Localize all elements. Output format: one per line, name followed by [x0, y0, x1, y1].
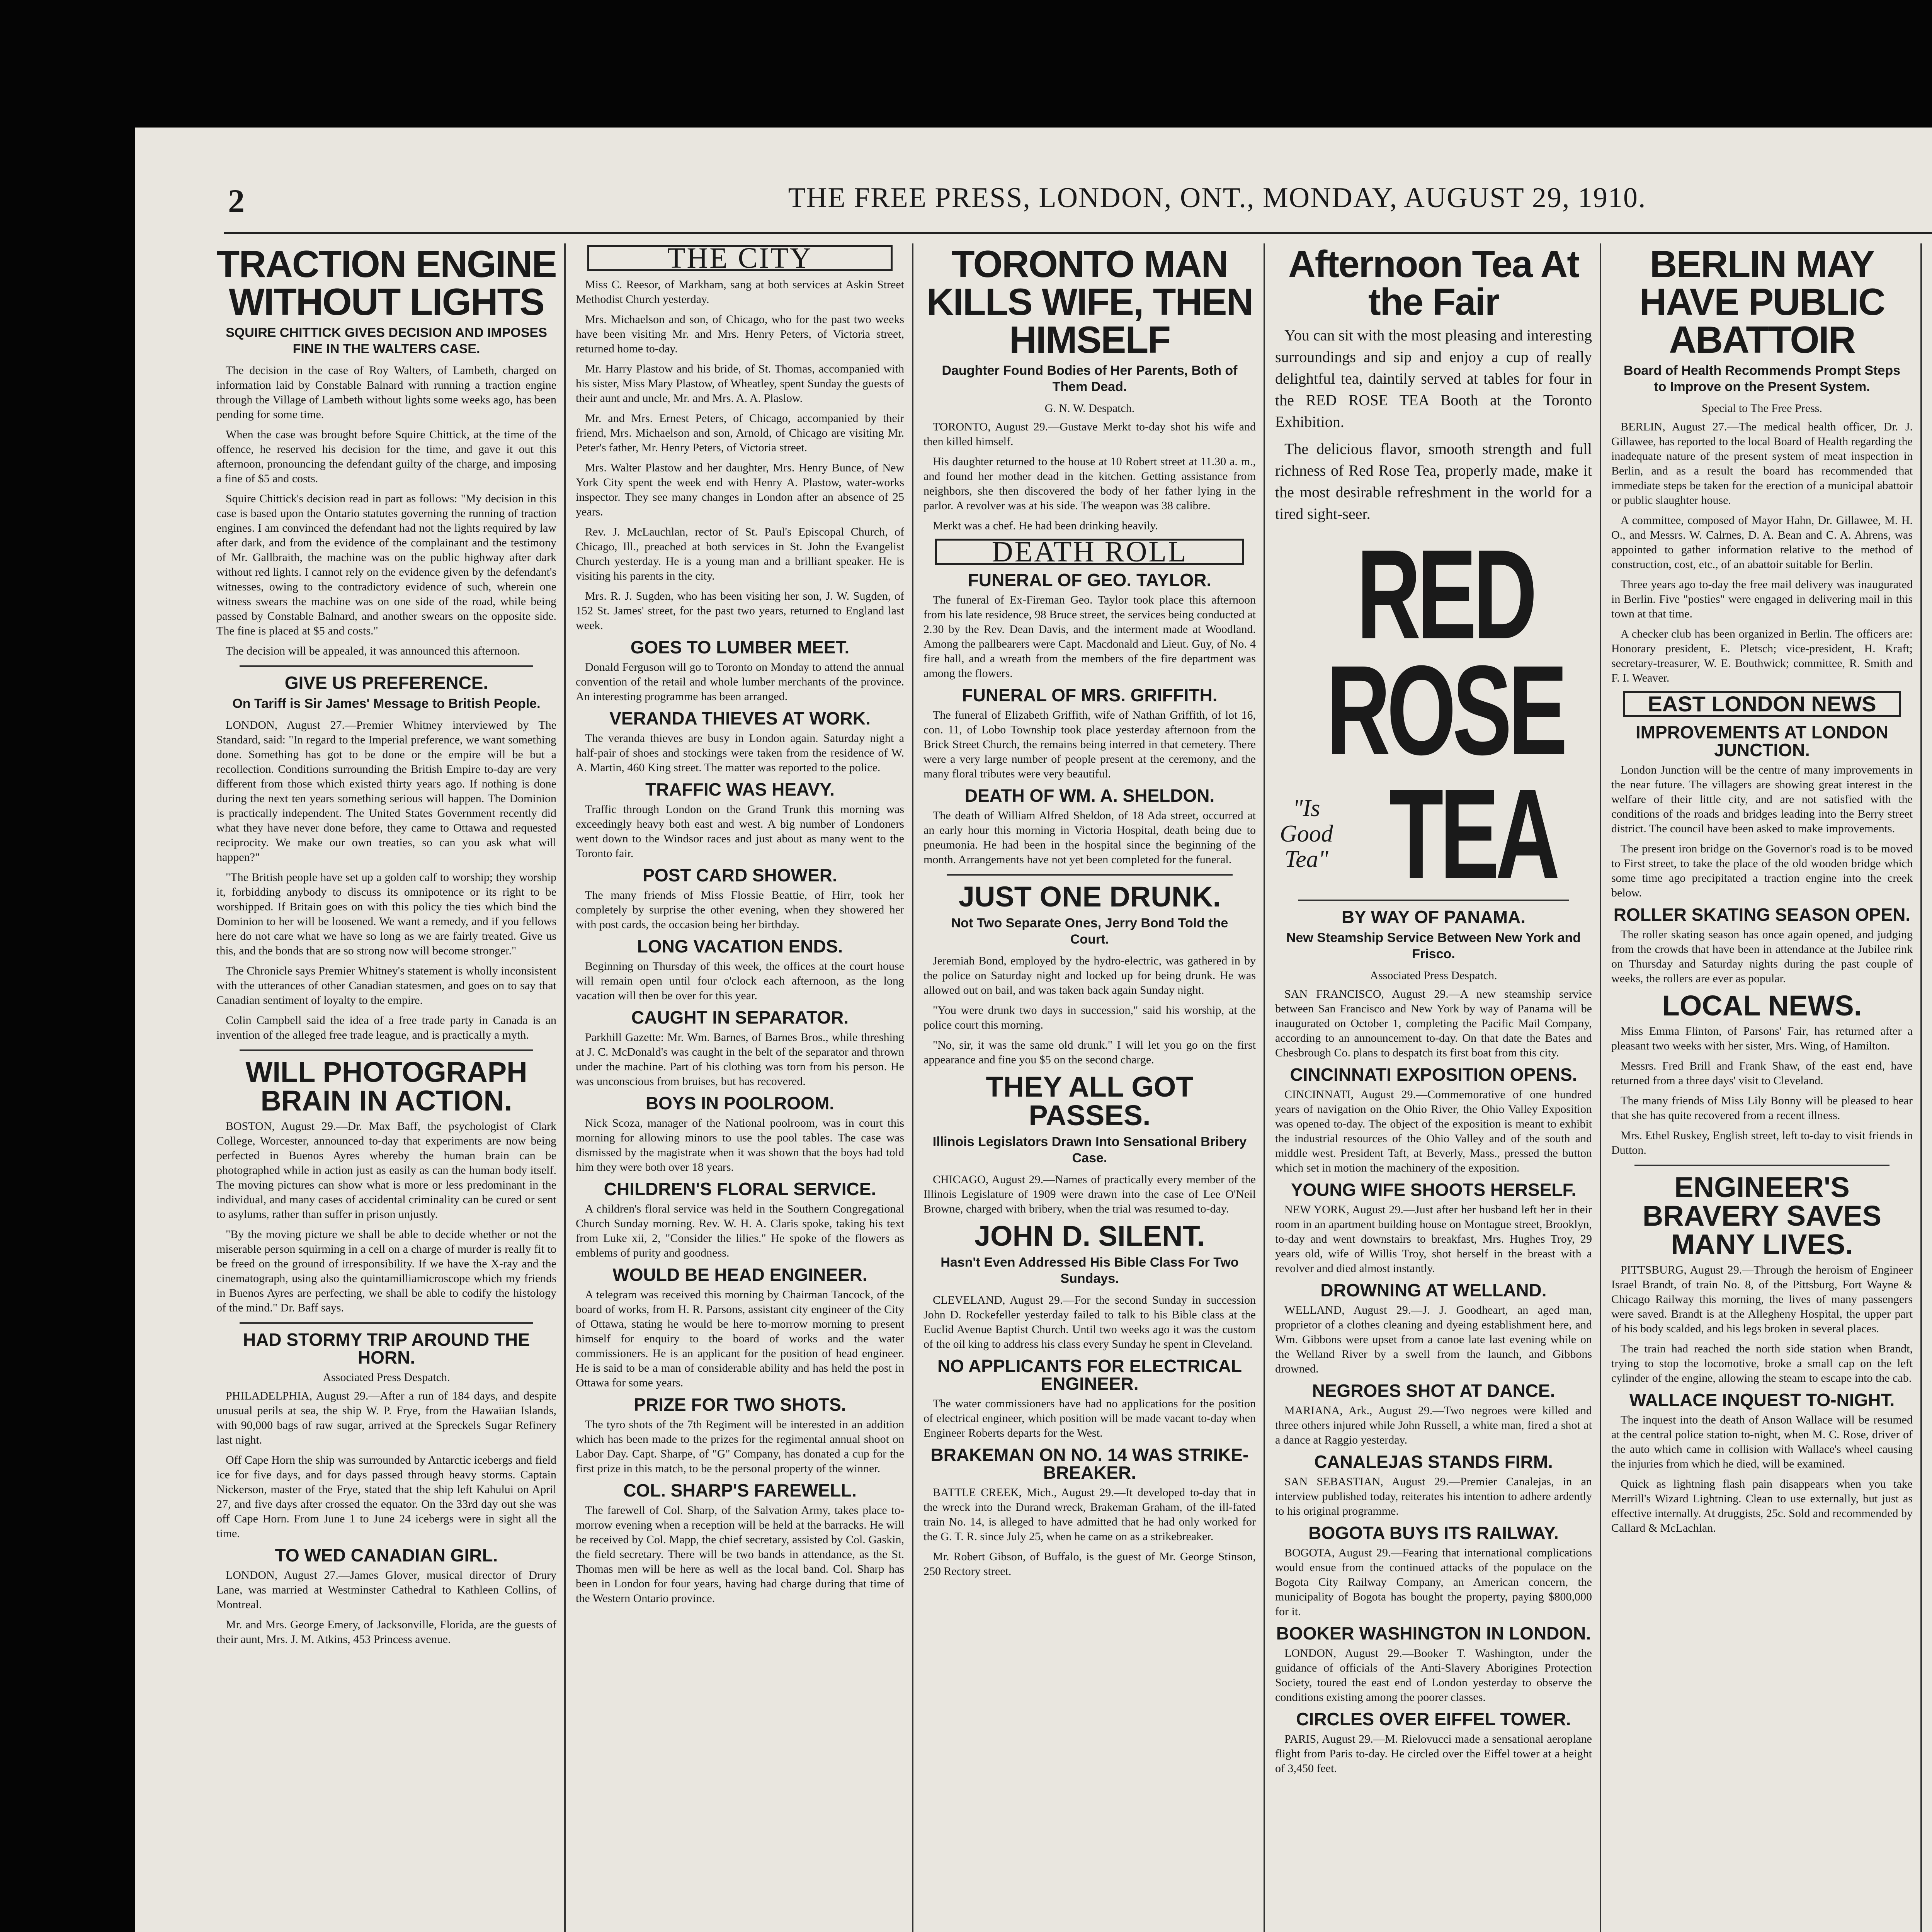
subhead: Daughter Found Bodies of Her Parents, Both of Them Dead. [942, 363, 1238, 394]
headline-afternoon-tea: Afternoon Tea At the Fair [1288, 243, 1579, 323]
paragraph: LONDON, August 27.—James Glover, musical director of Drury Lane, was married at Westminster Cathedral to Kathleen Collins, of Montreal. [216, 1569, 556, 1611]
headline-canadian-girl: TO WED CANADIAN GIRL. [275, 1545, 498, 1565]
section-title-the-city: THE CITY [587, 245, 893, 271]
divider [1634, 1165, 1889, 1166]
headline-photograph-brain: WILL PHOTOGRAPH BRAIN IN ACTION. [245, 1056, 527, 1117]
paragraph: Colin Campbell said the idea of a free trade party in Canada is an invention of the alleged free trade league, and is practically a myth. [216, 1014, 556, 1041]
paragraph: Jeremiah Bond, employed by the hydro-electric, was gathered in by the police on Saturday night and locked up for being drunk. He was allowed out on bail, and was taken back again Sunday night. [923, 954, 1256, 997]
paragraph: A checker club has been organized in Berlin. The officers are: Honorary president, E. Pletsch; vice-president, H. Kraft; secretary-treasurer, W. E. Bouthwick; committee, R. Smith and F. I. Weaver. [1611, 628, 1913, 684]
paragraph: The funeral of Ex-Fireman Geo. Taylor took place this afternoon from his late residence, 98 Bruce street, the services being conducted at 2.30 by the Rev. Dean Davis, and the interment made at Woodland. Among the pallbearers were Capt. Macdonald and Lieut. Guy, of No. 4 fire hall, and a wreath from the members of the fire department was among the flowers. [923, 594, 1256, 680]
paragraph: BOGOTA, August 29.—Fearing that international complications would ensue from the continued attacks of the populace on the Bogota City Railway Company, an American concern, the municipality of Bogota has bought the property, paying $800,000 for it. [1275, 1546, 1592, 1618]
column-rule [912, 243, 913, 1932]
paragraph: LONDON, August 29.—Booker T. Washington, under the guidance of officials of the Anti-Slavery Aborigines Protection Society, toured the east end of London yesterday to observe the conditions existing among the poorer classes. [1275, 1647, 1592, 1704]
subhead: Hasn't Even Addressed His Bible Class For Two Sundays. [940, 1255, 1239, 1286]
paragraph: BERLIN, August 27.—The medical health officer, Dr. J. Gillawee, has reported to the local Board of Health regarding the inadequate nature of the present system of meat inspection in Berlin, and as a result the board has recommended that immediate steps be taken for the erection of a municipal abattoir or public slaughter house. [1611, 420, 1913, 507]
brand-red-rose: RED ROSE [1326, 523, 1564, 781]
red-rose-logo [1275, 523, 1592, 781]
divider [240, 1322, 533, 1324]
paragraph: Three years ago to-day the free mail delivery was inaugurated in Berlin. Five "posties" were engaged in delivering mail in this town at that time. [1611, 578, 1913, 620]
headline-traction-engine: TRACTION ENGINE WITHOUT LIGHTS [216, 243, 556, 323]
paragraph: The roller skating season has once again opened, and judging from the crowds that have been in attendance at the Jubilee rink on Thursday and Saturday nights during the past couple of weeks, the rollers are ever as popular. [1611, 928, 1913, 985]
headline: PRIZE FOR TWO SHOTS. [634, 1395, 846, 1415]
paragraph: The present iron bridge on the Governor's road is to be moved to First street, to take the place of the old wooden bridge which some time ago precipitated a traction engine into the creek below. [1611, 842, 1913, 899]
paragraph: Mrs. Walter Plastow and her daughter, Mrs. Henry Bunce, of New York City spent the week end with Henry A. Plastow, water-works inspector. They see many changes in London after an absence of 25 years. [576, 461, 904, 518]
paragraph: The veranda thieves are busy in London again. Saturday night a half-pair of shoes and stockings were taken from the residence of W. A. Martin, 460 King street. The matter was reported to the police. [576, 732, 904, 774]
paragraph: Mrs. Ethel Ruskey, English street, left to-day to visit friends in Dutton. [1611, 1129, 1913, 1156]
column-rule [564, 243, 566, 1932]
headline: FUNERAL OF MRS. GRIFFITH. [962, 685, 1218, 705]
red-rose-tagline [1275, 762, 1592, 905]
divider [240, 1049, 533, 1051]
headline: IMPROVEMENTS AT LONDON JUNCTION. [1635, 722, 1889, 760]
paragraph: Donald Ferguson will go to Toronto on Monday to attend the annual convention of the retail and whole lumber merchants of the province. An interesting programme has been arranged. [576, 661, 904, 703]
paragraph: Messrs. Fred Brill and Frank Shaw, of the east end, have returned from a three days' visit to Cleveland. [1611, 1060, 1913, 1087]
paragraph: WELLAND, August 29.—J. J. Goodheart, an aged man, proprietor of a clothes cleaning and dyeing establishment here, and Wm. Gibbons were upset from a canoe late last evening while on the Welland River by a swell from the launch, and Gibbons drowned. [1275, 1304, 1592, 1375]
paragraph: The delicious flavor, smooth strength and full richness of Red Rose Tea, properly made, make it the most desirable refreshment in the world for a tired sight-seer. [1275, 440, 1592, 522]
paragraph: SAN SEBASTIAN, August 29.—Premier Canalejas, in an interview published today, reiterates his intention to adhere ardently to his original programme. [1275, 1475, 1592, 1517]
tagline: "Is Good Tea" [1280, 795, 1333, 872]
paragraph: Traffic through London on the Grand Trunk this morning was exceedingly heavy both east and west. A big number of Londoners went down to the Windsor races and just about as many went to the Toronto fair. [576, 803, 904, 860]
paragraph: The train had reached the north side station when Brandt, trying to stop the locomotive, broke a small cap on the left cylinder of the engine, allowing the steam to escape into the cab. [1611, 1342, 1913, 1384]
paragraph: London Junction will be the centre of many improvements in the near future. The villagers are showing great interest in the welfare of their little city, and are not satisfied with the conditions of the roads and bridges leading into the Berry street district. The council have been asked to make improvements. [1611, 764, 1913, 835]
headline: COL. SHARP'S FAREWELL. [623, 1480, 857, 1500]
brand-tea: TEA [1389, 762, 1556, 905]
headline-toronto-man: TORONTO MAN KILLS WIFE, THEN HIMSELF [926, 243, 1253, 361]
headline-panama: BY WAY OF PANAMA. [1341, 907, 1526, 927]
headline-engineer-bravery: ENGINEER'S BRAVERY SAVES MANY LIVES. [1642, 1171, 1882, 1260]
paragraph: MARIANA, Ark., August 29.—Two negroes were killed and three others injured while John Russell, a white man, fired a shot at a dance at Raggio yesterday. [1275, 1404, 1592, 1446]
paragraph: The Chronicle says Premier Whitney's statement is wholly inconsistent with the utterances of other Canadian statesmen, and goes on to say that Canadian sentiment of loyalty to the empire. [216, 964, 556, 1007]
paragraph: Rev. J. McLauchlan, rector of St. Paul's Episcopal Church, of Chicago, Ill., preached at both services in St. John the Evangelist Church yesterday. He is a young man and a brilliant speaker. He is visiting his parents in the city. [576, 526, 904, 582]
headline: NEGROES SHOT AT DANCE. [1312, 1381, 1555, 1401]
paragraph: Miss Emma Flinton, of Parsons' Fair, has returned after a pleasant two weeks with her sister, Mrs. Wing, of Hamilton. [1611, 1025, 1913, 1052]
headline: CINCINNATI EXPOSITION OPENS. [1290, 1065, 1577, 1085]
column-5 [1611, 240, 1913, 1932]
subhead: On Tariff is Sir James' Message to British People. [232, 696, 541, 711]
paragraph: Squire Chittick's decision read in part as follows: "My decision in this case is based upon the Ontario statutes governing the running of traction engines. I am convinced the defendant had not the lights required by law after dark, and from the evidence of the complainant and the testimony of Mr. Gallbraith, the machine was on the public highway after dark without red lights. I cannot rely on the evidence given by the defendant's witnesses, owing to the contradictory evidence of such, wherein one witness swears the machine was on one side of the road, while being passed by Constable Balnard, and another swears on the opposite side. The fine is placed at $5 and costs." [216, 492, 556, 637]
column-3 [923, 240, 1256, 1932]
paragraph: The water commissioners have had no applications for the position of electrical engineer, which position will be made vacant to-day when Engineer Roberts departs for the West. [923, 1397, 1256, 1439]
paragraph: The funeral of Elizabeth Griffith, wife of Nathan Griffith, of lot 16, con. 11, of Lobo Township took place yesterday afternoon from the Brick Street Church, the remains being interred in that cemetery. There were a very large number of people present at the ceremony, and the many floral tributes were very beautiful. [923, 709, 1256, 780]
headline-john-d: JOHN D. SILENT. [974, 1220, 1205, 1252]
paragraph: Mrs. R. J. Sugden, who has been visiting her son, J. W. Sugden, of 152 St. James' street, for the past two years, returned to England last week. [576, 590, 904, 632]
paragraph: Mrs. Michaelson and son, of Chicago, who for the past two weeks have been visiting Mr. and Mrs. Henry Peters, of Victoria street, returned home to-day. [576, 313, 904, 355]
paragraph: When the case was brought before Squire Chittick, at the time of the offence, he reserved his decision for the time, and gave it out this afternoon, pronouncing the defendant guilty of the charge, and imposing a fine of $5 and costs. [216, 428, 556, 485]
paragraph: The tyro shots of the 7th Regiment will be interested in an addition which has been made to the prizes for the regimental annual shoot on Labor Day. Capt. Sharpe, of "G" Company, has donated a cup for the first prize in this match, to be the personal property of the winner. [576, 1418, 904, 1475]
column-1 [216, 240, 556, 1932]
paragraph: PARIS, August 29.—M. Rielovucci made a sensational aeroplane flight from Paris to-day. He circled over the Eiffel tower at a height of 3,450 feet. [1275, 1733, 1592, 1775]
headline: WALLACE INQUEST TO-NIGHT. [1629, 1390, 1895, 1410]
paragraph: His daughter returned to the house at 10 Robert street at 11.30 a. m., and found her mother dead in the kitchen. Getting assistance from neighbors, she then discovered the body of her father lying in the parlor. A revolver was at his side. The weapon was 38 calibre. [923, 455, 1256, 512]
paragraph: CHICAGO, August 29.—Names of practically every member of the Illinois Legislature of 1909 were drawn into the case of Lee O'Neil Browne, charged with bribery, when the trial was resumed to-day. [923, 1173, 1256, 1215]
subhead: Board of Health Recommends Prompt Steps to Improve on the Present System. [1623, 363, 1900, 394]
headline-berlin-abattoir: BERLIN MAY HAVE PUBLIC ABATTOIR [1639, 243, 1885, 361]
headline: BOYS IN POOLROOM. [645, 1093, 835, 1113]
paragraph: Nick Scoza, manager of the National poolroom, was in court this morning for allowing minors to use the pool tables. The case was dismissed by the magistrate when it was shown that the boys had told him they were both over 18 years. [576, 1117, 904, 1173]
column-2 [576, 240, 904, 1932]
subhead: New Steamship Service Between New York and Frisco. [1286, 930, 1581, 961]
paragraph: The decision will be appealed, it was announced this afternoon. [226, 645, 520, 657]
credit-line: Special to The Free Press. [1702, 402, 1822, 415]
headline-local-news: LOCAL NEWS. [1662, 990, 1862, 1022]
paragraph: SAN FRANCISCO, August 29.—A new steamship service between San Francisco and New York by way of Panama will be inaugurated on October 1, completing the Pacific Mail Company, according to an announcement to-day. On that date the Bates and Chesbrough Co. plans to despatch its first boat from this city. [1275, 988, 1592, 1059]
paragraph: "By the moving picture we shall be able to decide whether or not the miserable person squirming in a cell on a charge of murder is really fit to be freed on the ground of irresponsibility. If we have the X-ray and the cinematograph, using also the quintamilliamicroscope which my friends in Buenos Ayres are perfecting, we shall be able to codify the histology of the mind." Dr. Baff says. [216, 1228, 556, 1314]
section-title-death-roll: DEATH ROLL [935, 539, 1244, 565]
paragraph: Mr. Robert Gibson, of Buffalo, is the guest of Mr. George Stinson, 250 Rectory street. [923, 1550, 1256, 1578]
headline: CANALEJAS STANDS FIRM. [1314, 1452, 1553, 1472]
newspaper-page [135, 128, 1932, 1932]
headline-passes: THEY ALL GOT PASSES. [986, 1071, 1194, 1131]
subhead: SQUIRE CHITTICK GIVES DECISION AND IMPOSES FINE IN THE WALTERS CASE. [226, 325, 547, 356]
paragraph: Quick as lightning flash pain disappears when you take Merrill's Wizard Lightning. Clean to use externally, but just as effective internally. At druggists, 25c. Sold and recommended by Callard & McLachlan. [1611, 1478, 1913, 1534]
headline-stormy-trip: HAD STORMY TRIP AROUND THE HORN. [243, 1330, 530, 1367]
paragraph: A committee, composed of Mayor Hahn, Dr. Gillawee, M. H. O., and Messrs. W. Calrnes, D. A. Bean and C. A. Ahrens, was appointed to gather information relative to the method of construction, cost, etc., of an abattoir suitable for Berlin. [1611, 514, 1913, 571]
headline: CIRCLES OVER EIFFEL TOWER. [1296, 1709, 1571, 1729]
paragraph: The farewell of Col. Sharp, of the Salvation Army, takes place to-morrow evening when a reception will be held at the barracks. He will be received by Col. Mapp, the chief secretary, assisted by Col. Gaskin, the field secretary. There will be two bands in attendance, as the St. Thomas men will be here as well as the local band. Col. Sharp has been in London for four years, having had charge during that time of the Western Ontario province. [576, 1504, 904, 1605]
paragraph: The decision in the case of Roy Walters, of Lambeth, charged on information laid by Constable Balnard with running a traction engine through the Village of Lambeth without lights some weeks ago, has been pending for some time. [216, 364, 556, 421]
paragraph: "No, sir, it was the same old drunk." I will let you go on the first appearance and fine you $5 on the second charge. [923, 1039, 1256, 1066]
headline: DEATH OF WM. A. SHELDON. [964, 786, 1215, 806]
masthead-rule [224, 232, 1932, 234]
paragraph: NEW YORK, August 29.—Just after her husband left her in their room in an apartment building house on Montague street, Brooklyn, to-day and went downstairs to breakfast, Mrs. Hughes Troy, 29 years old, wife of Willis Troy, shot herself in the breast with a revolver and died almost instantly. [1275, 1203, 1592, 1275]
paragraph: LONDON, August 27.—Premier Whitney interviewed by The Standard, said: "In regard to the Imperial preference, we want something done. Something has got to be done or the empire will be but a recollection. Conditions surrounding the British Empire to-day are very different from those which existed thirty years ago. If nothing is done during the next ten years something serious will happen. The Dominion is practically independent. The United States Government recently did what they have never done before, they came to Ottawa and requested reciprocity. We make our own treaties, so can you ask what will happen?" [216, 719, 556, 864]
divider [947, 874, 1233, 876]
section-title-east-london-news: EAST LONDON NEWS [1623, 691, 1901, 717]
credit-line: Associated Press Despatch. [1370, 969, 1497, 982]
paragraph: A children's floral service was held in the Southern Congregational Church Sunday morning. Rev. W. H. A. Claris spoke, taking his text from Luke xii, 2, "Consider the lilies." He spoke of the flowers as emblems of purity and goodness. [576, 1202, 904, 1259]
paragraph: PITTSBURG, August 29.—Through the heroism of Engineer Israel Brandt, of train No. 8, of the Pittsburg, Fort Wayne & Chicago Railway this morning, the lives of many passengers were saved. Brandt is at the Allegheny Hospital, the upper part of his body scalded, and his legs broken in several places. [1611, 1264, 1913, 1335]
paragraph: CINCINNATI, August 29.—Commemorative of one hundred years of navigation on the Ohio River, the Ohio Valley Exposition was opened to-day. The object of the exposition is meant to exhibit the industrial resources of the Ohio Valley and of the south and middle west. President Taft, at Beverly, Mass., pressed the button which set in motion the machinery of the exposition. [1275, 1088, 1592, 1174]
paragraph: Off Cape Horn the ship was surrounded by Antarctic icebergs and field ice for five days, and for days passed through heavy storms. Captain Nickerson, master of the Frye, stated that the ship left Kahului on April 27, and five days after crossed the equator. On the 33rd day out she was off Cape Horn. From June 1 to June 24 icebergs were in sight all the time. [216, 1454, 556, 1540]
headline: LONG VACATION ENDS. [637, 936, 843, 956]
headline-preference: GIVE US PREFERENCE. [284, 673, 488, 693]
credit-line: G. N. W. Despatch. [1044, 402, 1135, 415]
paragraph: The many friends of Miss Lily Bonny will be pleased to hear that she has quite recovered from a recent illness. [1611, 1094, 1913, 1122]
subhead: Illinois Legislators Drawn Into Sensational Bribery Case. [932, 1134, 1247, 1165]
masthead [135, 182, 1932, 219]
paragraph: "You were drunk two days in succession," said his worship, at the police court this morning. [923, 1004, 1256, 1031]
credit-line: Associated Press Despatch. [323, 1371, 450, 1384]
headline: BRAKEMAN ON NO. 14 WAS STRIKE-BREAKER. [930, 1445, 1249, 1483]
paragraph: BOSTON, August 29.—Dr. Max Baff, the psychologist of Clark College, Worcester, announced to-day that experiments are now being perfected in Buenos Ayres whereby the human brain can be photographed while in action just as easily as can the human body itself. The moving pictures can show what is more or less predominant in the individual, and many cases of accidental criminality can be cured or sent to asylums, rather than suffer in prison unjustly. [216, 1120, 556, 1221]
paragraph: "The British people have set up a golden calf to worship; they worship it, forbidding anybody to discuss its omnipotence or its right to be worshipped. If Britain goes on with this policy the ties which bind the Dominion to her will be loosened. We want a remedy, and if you fellows here do not care what we have so long as we are fairly treated. Give us this, and the bonds that are so strong now will become stronger." [216, 871, 556, 957]
headline: TRAFFIC WAS HEAVY. [645, 779, 835, 799]
headline: DROWNING AT WELLAND. [1320, 1280, 1547, 1300]
paragraph: PHILADELPHIA, August 29.—After a run of 184 days, and despite unusual perils at sea, the ship W. P. Frye, from the Hawaiian Islands, with 90,000 bags of raw sugar, arrived at the Spreckels Sugar Refinery last night. [216, 1389, 556, 1446]
paragraph: TORONTO, August 29.—Gustave Merkt to-day shot his wife and then killed himself. [923, 420, 1256, 448]
paragraph: Miss C. Reesor, of Markham, sang at both services at Askin Street Methodist Church yesterday. [576, 278, 904, 306]
paragraph: BATTLE CREEK, Mich., August 29.—It developed to-day that in the wreck into the Durand wreck, Brakeman Graham, of the ill-fated train No. 14, is alleged to have admitted that he had only worked for the G. T. R. since July 25, when he came on as a strikebreaker. [923, 1486, 1256, 1543]
paragraph: CLEVELAND, August 29.—For the second Sunday in succession John D. Rockefeller yesterday failed to talk to his Bible class at the Euclid Avenue Baptist Church. Until two weeks ago it was the custom of the oil king to address his class every Sunday he spent in Cleveland. [923, 1294, 1256, 1350]
headline: VERANDA THIEVES AT WORK. [609, 708, 871, 728]
subhead: Not Two Separate Ones, Jerry Bond Told the Court. [951, 916, 1228, 947]
column-rule [1600, 243, 1601, 1932]
column-4 [1275, 240, 1592, 1932]
paragraph: Mr. and Mrs. George Emery, of Jacksonville, Florida, are the guests of their aunt, Mrs. J. M. Atkins, 453 Princess avenue. [216, 1618, 556, 1646]
paragraph: Beginning on Thursday of this week, the offices at the court house will remain open until four o'clock each afternoon, as the long vacation will then be over for this year. [576, 960, 904, 1002]
headline: POST CARD SHOWER. [643, 865, 837, 885]
paragraph: A telegram was received this morning by Chairman Tancock, of the board of works, from H. R. Parsons, assistant city engineer of the City of Ottawa, stating he would be here to-morrow morning to present himself for enquiry to the board of works and the water commissioners. He is an applicant for the position of head engineer. He is said to be a man of considerable ability and has held the post in Ottawa for some years. [576, 1288, 904, 1389]
paragraph: Merkt was a chef. He had been drinking heavily. [933, 519, 1158, 532]
page-number: 2 [228, 182, 245, 219]
headline: CHILDREN'S FLORAL SERVICE. [604, 1179, 876, 1199]
headline: ROLLER SKATING SEASON OPEN. [1613, 905, 1911, 925]
divider [240, 665, 533, 667]
paragraph: Mr. Harry Plastow and his bride, of St. Thomas, accompanied with his sister, Miss Mary Plastow, of Wheatley, spent Sunday the guests of their aunt and uncle, Mr. and Mrs. A. A. Plaslow. [576, 362, 904, 405]
headline: GOES TO LUMBER MEET. [630, 637, 850, 657]
column-rule [1264, 243, 1265, 1932]
paragraph: Parkhill Gazette: Mr. Wm. Barnes, of Barnes Bros., while threshing at J. C. McDonald's was caught in the belt of the separator and thrown under the machine. Part of his clothing was torn from his person. He was unconscious from bruises, but has recovered. [576, 1031, 904, 1088]
paragraph: The inquest into the death of Anson Wallace will be resumed at the central police station to-night, when M. C. Rose, driver of the auto which came in collision with Wallace's wheel causing the injuries from which he died, will be examined. [1611, 1413, 1913, 1470]
headline: CAUGHT IN SEPARATOR. [631, 1007, 849, 1027]
paragraph: The many friends of Miss Flossie Beattie, of Hirr, took her completely by surprise the other evening, when they showered her with post cards, the occasion being her birthday. [576, 889, 904, 931]
paragraph: You can sit with the most pleasing and interesting surroundings and sip and enjoy a cup of really delightful tea, daintily served at tables for four in the RED ROSE TEA Booth at the Toronto Exhibition. [1275, 327, 1592, 430]
masthead-title: THE FREE PRESS, LONDON, ONT., MONDAY, AUGUST 29, 1910. [788, 182, 1646, 214]
headline: FUNERAL OF GEO. TAYLOR. [968, 570, 1212, 590]
headline: NO APPLICANTS FOR ELECTRICAL ENGINEER. [937, 1356, 1242, 1394]
paragraph: The death of William Alfred Sheldon, of 18 Ada street, occurred at an early hour this morning in Victoria Hospital, death being due to pneumonia. He had been in the hospital since the beginning of the month. Arrangements have not yet been completed for the funeral. [923, 809, 1256, 866]
headline: BOGOTA BUYS ITS RAILWAY. [1308, 1523, 1559, 1543]
headline: BOOKER WASHINGTON IN LONDON. [1276, 1623, 1591, 1643]
paragraph: Mr. and Mrs. Ernest Peters, of Chicago, accompanied by their friend, Mrs. Michaelson and son, Arnold, of Chicago are visiting Mr. Peter's father, Mr. Henry Peters, of Victoria street. [576, 412, 904, 454]
column-rule [1920, 243, 1922, 1932]
headline-one-drunk: JUST ONE DRUNK. [958, 881, 1221, 913]
headline: YOUNG WIFE SHOOTS HERSELF. [1291, 1180, 1577, 1200]
headline: WOULD BE HEAD ENGINEER. [612, 1265, 867, 1285]
